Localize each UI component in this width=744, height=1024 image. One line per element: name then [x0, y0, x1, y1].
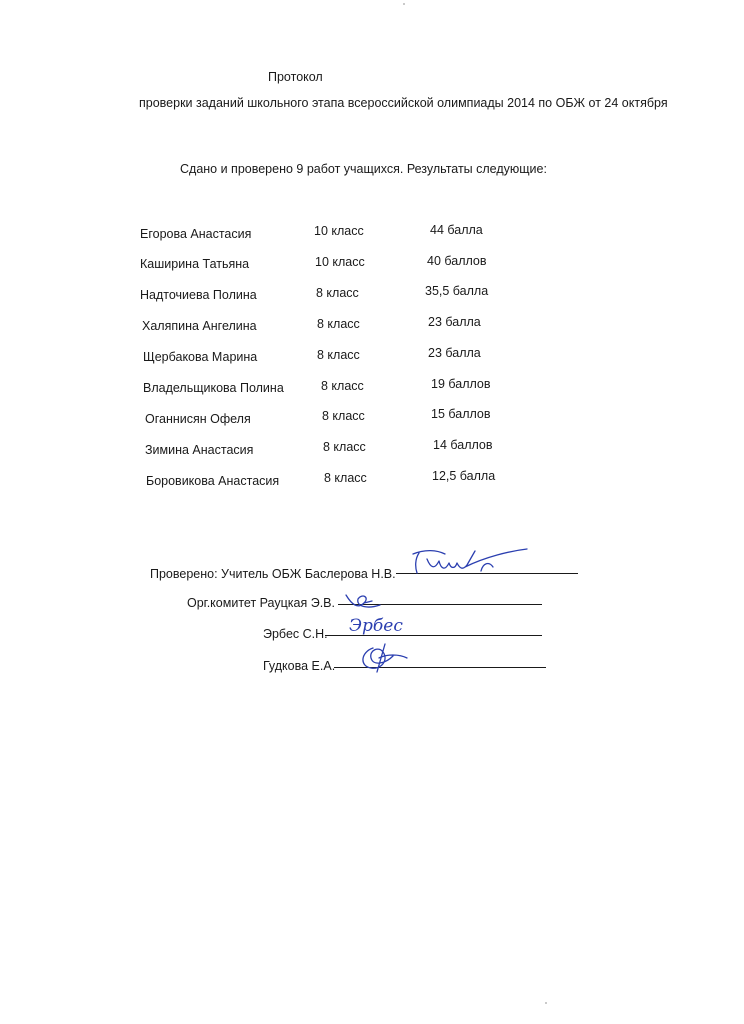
erbes-signature	[345, 612, 425, 638]
student-name: Владельщикова Полина	[143, 381, 284, 395]
student-class: 8 класс	[323, 440, 366, 454]
student-name: Боровикова Анастасия	[146, 474, 280, 488]
student-score: 19 баллов	[431, 377, 491, 391]
student-class: 8 класс	[317, 317, 360, 331]
student-name: Егорова Анастасия	[140, 227, 252, 241]
document-title: Протокол	[268, 70, 323, 84]
student-score: 14 баллов	[433, 438, 493, 452]
student-score: 23 балла	[428, 315, 481, 329]
student-score: 15 баллов	[431, 407, 491, 421]
results-summary: Сдано и проверено 9 работ учащихся. Результаты следующие:	[180, 162, 547, 176]
student-class: 10 класс	[314, 224, 364, 238]
student-name: Халяпина Ангелина	[142, 319, 257, 333]
student-score: 35,5 балла	[425, 284, 489, 298]
student-score: 12,5 балла	[432, 469, 496, 483]
student-name: Щербакова Марина	[143, 350, 258, 364]
document-subtitle: проверки заданий школьного этапа всероссийской олимпиады 2014 по ОБЖ от 24 октября	[139, 96, 668, 110]
org-committee-label: Орг.комитет Рауцкая Э.В.	[187, 596, 335, 610]
scan-speck	[403, 3, 405, 5]
student-class: 8 класс	[324, 471, 367, 485]
gudkova-signature	[355, 640, 415, 676]
student-name: Зимина Анастасия	[145, 443, 254, 457]
student-name: Оганнисян Офеля	[145, 412, 251, 426]
student-class: 8 класс	[316, 286, 359, 300]
student-class: 8 класс	[317, 348, 360, 362]
erbes-label: Эрбес С.Н.	[263, 627, 328, 641]
student-class: 8 класс	[322, 409, 365, 423]
student-name: Надточиева Полина	[140, 288, 257, 302]
scan-speck	[545, 1002, 547, 1004]
student-score: 40 баллов	[427, 254, 487, 268]
checked-by-label: Проверено: Учитель ОБЖ Баслерова Н.В.	[150, 567, 396, 581]
svg-text:Эрбес: Эрбес	[349, 616, 403, 636]
rautskaya-signature	[340, 585, 390, 615]
basllerova-signature	[405, 545, 535, 579]
student-class: 10 класс	[315, 255, 365, 269]
student-score: 44 балла	[430, 223, 483, 237]
student-name: Каширина Татьяна	[140, 257, 250, 271]
gudkova-label: Гудкова Е.А.	[263, 659, 336, 673]
student-class: 8 класс	[321, 379, 364, 393]
student-score: 23 балла	[428, 346, 481, 360]
